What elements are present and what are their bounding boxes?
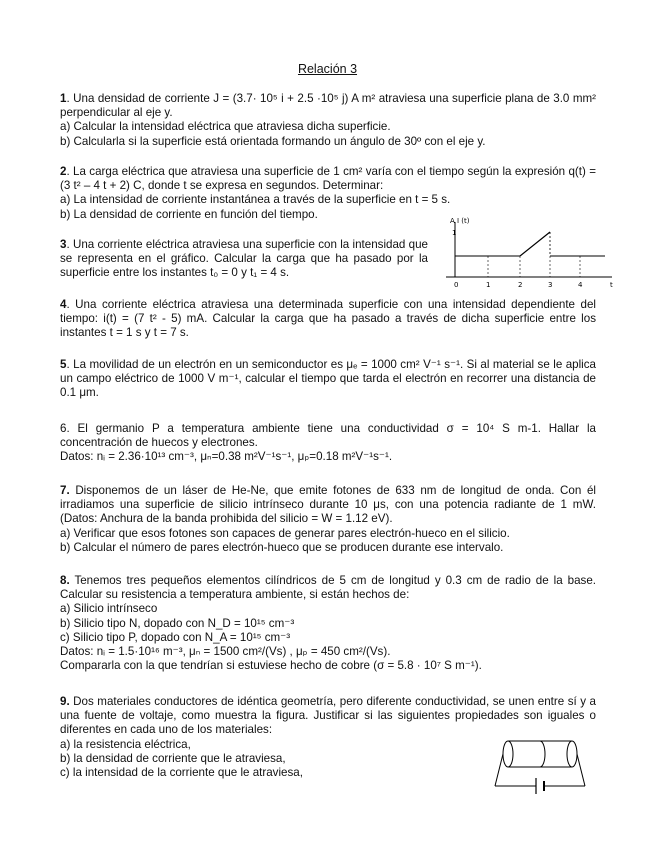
cylinder-right-end <box>567 741 577 767</box>
item-b: b) Silicio tipo N, dopado con N_D = 10¹⁵ cm⁻³ <box>60 616 295 630</box>
item-a: a) Calcular la intensidad eléctrica que atraviesa dicha superficie. <box>60 120 391 134</box>
current-graph <box>440 214 620 290</box>
item-c: c) la intensidad de la corriente que le atraviesa, <box>60 766 303 780</box>
problem-text: . Una densidad de corriente J = (3.7· 10⁵ i + 2.5 ·10⁵ j) A m² atraviesa una superficie plana de 3.0 mm² perpendicular al eje y. <box>60 92 596 120</box>
problem-text: Dos materiales conductores de idéntica geometría, pero diferente conductividad, se unen entre sí y a una fuente de voltaje, como muestra la figura. Justificar si las siguientes propiedades son iguales o diferentes en cada uno de los materiales: <box>60 695 596 737</box>
xtick-0: 0 <box>454 281 459 289</box>
problem-number: 4 <box>60 298 67 311</box>
item-a: a) La intensidad de corriente instantánea a través de la superficie en t = 5 s. <box>60 193 451 207</box>
problem-number: 7. <box>60 484 70 497</box>
problem-text: Disponemos de un láser de He-Ne, que emite fotones de 633 nm de longitud de onda. Con él irradiamos una superficie de silicio intrínseco durante 10 μs, con una potencia radiante de 1 mW. (Datos: Anchura de la banda prohibida del silicio = W = 1.12 eV). <box>60 484 596 526</box>
wire-right <box>577 754 585 786</box>
problem-3 <box>60 238 428 281</box>
item-c: c) Silicio tipo P, dopado con N_A = 10¹⁵ cm⁻³ <box>60 630 291 644</box>
problem-text: 6. El germanio P a temperatura ambiente tiene una conductividad σ = 10⁴ S m-1. Hallar la concentración de huecos y electrones. <box>60 422 596 450</box>
problem-6 <box>60 422 596 465</box>
cylinder-left-end <box>503 741 513 767</box>
problem-number: 3 <box>60 238 67 251</box>
item-b: b) Calcular el número de pares electrón-hueco que se producen durante ese intervalo. <box>60 540 504 554</box>
problem-8 <box>60 574 596 673</box>
problem-9 <box>60 695 596 738</box>
wire-left <box>495 754 503 786</box>
xtick-4: 4 <box>578 281 583 289</box>
problem-text: . Una corriente eléctrica atraviesa una determinada superficie con una intensidad dependiente del tiempo: i(t) = (7 t² - 5) mA. Calcular la carga que ha pasado a través de dicha superficie entre los instantes t = 1 s y t = 7 s. <box>60 298 596 340</box>
problem-data: Datos: nᵢ = 1.5·10¹⁶ m⁻³, μₙ = 1500 cm²/(Vs) , μₚ = 450 cm²/(Vs). <box>60 645 391 659</box>
problem-text: Tenemos tres pequeños elementos cilíndricos de 5 cm de longitud y 0.3 cm de radio de la base. Calcular su resistencia a temperatura ambiente, si están hechos de: <box>60 574 596 602</box>
problem-number: 5 <box>60 358 67 371</box>
problem-5 <box>60 358 596 401</box>
problem-7 <box>60 484 596 555</box>
problem-data: Datos: nᵢ = 2.36·10¹³ cm⁻³, μₙ=0.38 m²V⁻¹s⁻¹, μₚ=0.18 m²V⁻¹s⁻¹. <box>60 450 393 464</box>
problem-number: 1 <box>60 92 67 105</box>
item-a: a) Silicio intrínseco <box>60 602 158 616</box>
page-title: Relación 3 <box>297 62 358 76</box>
graph-line-ramp <box>520 232 550 256</box>
problem-9-items <box>60 738 440 781</box>
problem-text: . La movilidad de un electrón en un semiconductor es μₑ = 1000 cm² V⁻¹ s⁻¹. Si al material se le aplica un campo eléctrico de 1000 V m⁻¹, calcular el tiempo que tarda el electrón en recorrer una distancia de 0.1 μm. <box>60 358 596 400</box>
graph-ytick: 1 <box>452 229 457 237</box>
problem-text: . Una corriente eléctrica atraviesa una superficie con la intensidad que se representa en el gráfico. Calcular la carga que ha pasado por la superficie entre los instantes t₀ = 0 y t₁ = 4 s. <box>60 238 428 280</box>
cylinder-junction <box>540 741 545 767</box>
problem-number: 9. <box>60 695 70 708</box>
graph-ylabel: A I (t) <box>450 217 470 225</box>
item-b: b) la densidad de corriente que le atraviesa, <box>60 752 286 766</box>
problem-comparison: Compararla con la que tendrían si estuviese hecho de cobre (σ = 5.8 · 10⁷ S m⁻¹). <box>60 659 482 673</box>
problem-1 <box>60 92 596 149</box>
item-a: a) la resistencia eléctrica, <box>60 738 191 751</box>
problem-number: 2 <box>60 165 67 178</box>
xtick-3: 3 <box>548 281 553 289</box>
item-b: b) Calcularla si la superficie está orientada formando un ángulo de 30º con el eje y. <box>60 134 486 148</box>
xtick-1: 1 <box>486 281 491 289</box>
xtick-2: 2 <box>518 281 523 289</box>
problem-4 <box>60 298 596 341</box>
item-b: b) La densidad de corriente en función del tiempo. <box>60 207 318 221</box>
problem-number: 8. <box>60 574 70 587</box>
item-a: a) Verificar que esos fotones son capaces de generar pares electrón-hueco en el silicio. <box>60 526 510 540</box>
problem-text: . La carga eléctrica que atraviesa una superficie de 1 cm² varía con el tiempo según la expresión q(t) = (3 t² – 4 t + 2) C, donde t se expresa en segundos. Determinar: <box>60 165 596 193</box>
conductor-figure <box>490 736 590 798</box>
graph-xlabel: t <box>610 281 613 289</box>
